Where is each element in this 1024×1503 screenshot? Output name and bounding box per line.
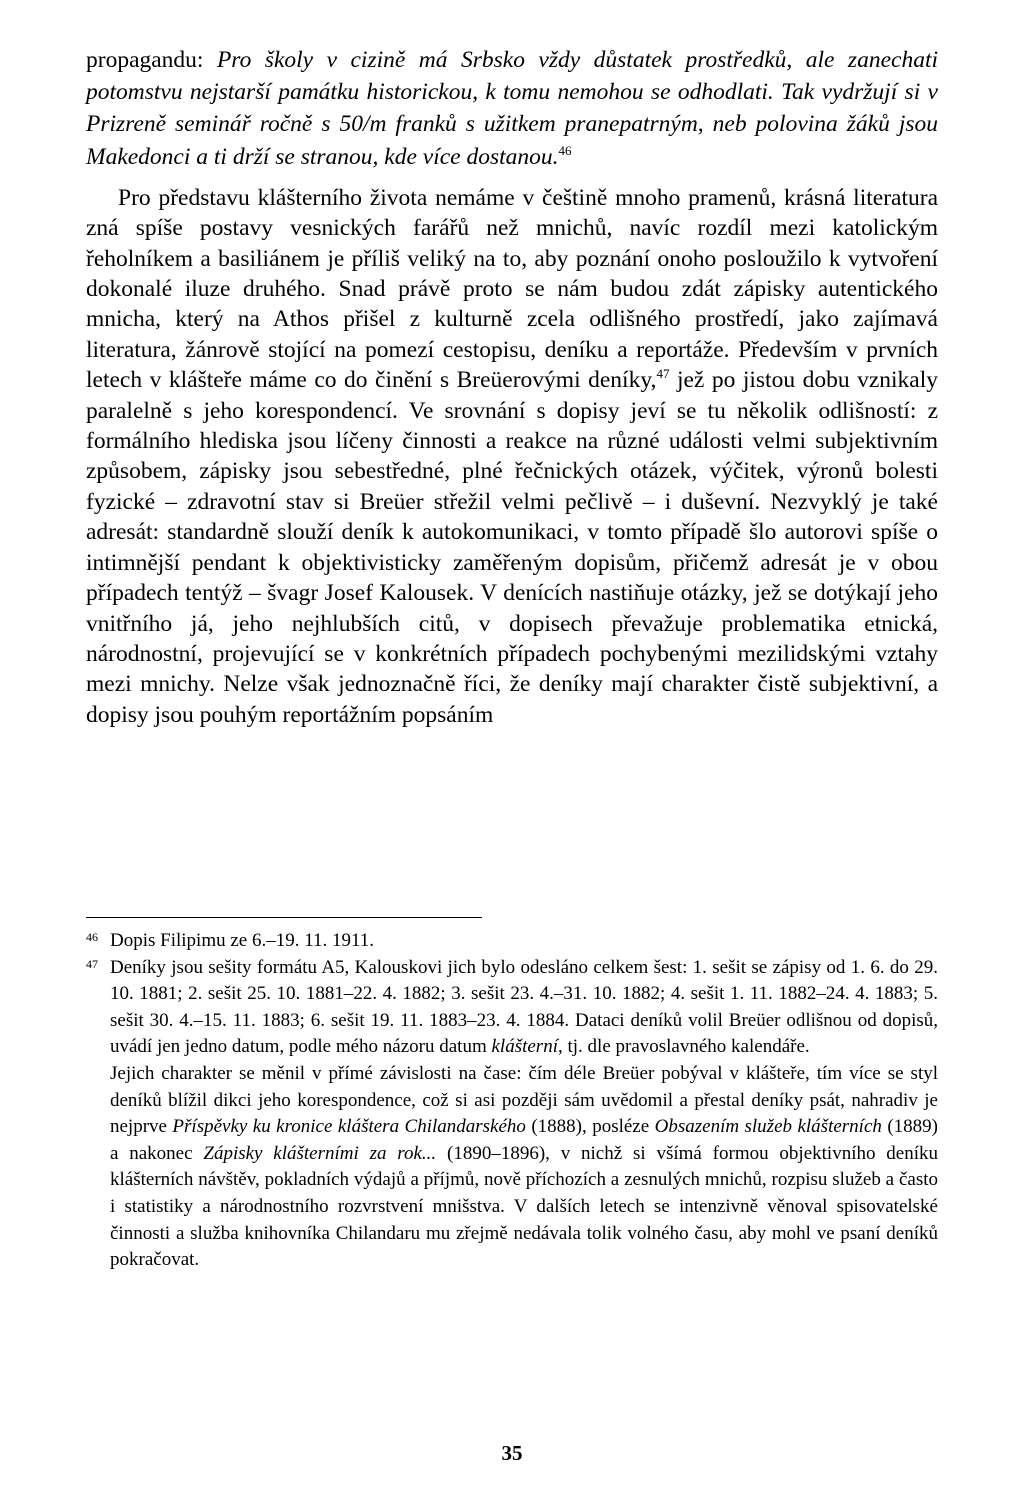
footnote-47-text-d: (1888), posléze: [525, 1116, 655, 1138]
footnote-47-text-e: (1889) a nakonec: [110, 1116, 938, 1164]
note-ref-47[interactable]: 47: [656, 366, 670, 382]
main-text: [86, 44, 938, 730]
footnote-47-italic-4: Zápisky klášterními za rok...: [203, 1142, 437, 1164]
quote-paragraph: [86, 44, 938, 173]
footnote-47-text-c: Jejich charakter se měnil v přímé závislosti na čase: čím déle Breüer pobýval v klášteře, tím více se styl deníků blížil dikci jeho korespondence, což si asi později sám uvědomil a přestal deníky psát, nahradiv je nejprve: [110, 1062, 938, 1138]
page-number: 35: [501, 1441, 523, 1465]
footnote-46-text: Dopis Filipimu ze 6.–19. 11. 1911.: [110, 930, 375, 951]
paragraph-part2: jež po jistou dobu vznikaly paralelně s jeho korespondencí. Ve srovnání s dopisy jeví se tu několik odlišností: z formálního hlediska jsou líčeny činnosti a reakce na různé události velmi subjektivním způsobem, zápisky jsou sebestředné, plné řečnických otázek, výčitek, výronů bolesti fyzické – zdravotní stav si Breüer střežil velmi pečlivě – i duševní. Nezvyklý je také adresát: standardně slouží deník k autokomunikaci, v tomto případě šlo autorovi spíše o intimnější pendant k objektivisticky zaměřeným dopisům, přičemž adresát je v obou případech tentýž – švagr Josef Kalousek. V denících nastiňuje otázky, jež se dotýkají jeho vnitřního já, jeho nejhlubších citů, v dopisech převažuje problematika etnická, národnostní, projevující se v konkrétních případech pochybenými mezilidskými vztahy mezi mnichy. Nelze však jednoznačně říci, že deníky mají charakter čistě subjektivní, a dopisy jsou pouhým reportážním popsáním: [86, 367, 939, 728]
footnotes: [86, 928, 938, 1274]
footnote-47-italic-2: Příspěvky ku kronice kláštera Chilandarského: [172, 1116, 526, 1138]
footnote-47-text-b: , tj. dle pravoslavného kalendáře.: [557, 1036, 810, 1058]
paragraph-part1: Pro představu klášterního života nemáme v češtině mnoho pramenů, krásná literatura zná spíše postavy vesnických farářů než mnichů, navíc rozdíl mezi katolickým řeholníkem a basiliánem je příliš veliký na to, aby poznání onoho posloužilo k vytvoření dokonalé iluze druhého. Snad právě proto se nám budou zdát zápisky autentického mnicha, který na Athos přišel z kulturně zcela odlišného prostředí, jako zajímavá literatura, žánrově stojící na pomezí cestopisu, deníku a reportáže. Především v prvních letech v klášteře máme co do činění s Breüerovými deníky,: [86, 184, 938, 394]
footnote-46: [86, 928, 938, 955]
footnote-46-mark: 46: [86, 930, 98, 944]
footnote-47-italic-1: klášterní: [491, 1036, 558, 1058]
quote-text: Pro školy v cizině má Srbsko vždy důstatek prostředků, ale zanechati potomstvu nejstarší památku historickou, k tomu nemohou se odhodlati. Tak vydržují si v Prizreně seminář ročně s 50/m franků s užitkem pranepatrným, neb polovina žáků jsou Makedonci a ti drží se stranou, kde více dostanou.: [86, 47, 938, 170]
footnote-47-continued: [86, 1061, 938, 1274]
footnote-divider: [86, 917, 482, 918]
body-paragraph: [86, 183, 938, 730]
footnote-47: [86, 955, 938, 1061]
footnote-47-text-f: (1890–1896), v nichž si všímá formou objektivního deníku klášterních návštěv, pokladních výdajů a příjmů, nově příchozích a zesnulých mnichů, rozpisu služeb a často i statistiky a národnostního rozvrstvení mnišstva. V dalších letech se intenzivně věnoval spisovatelské činnosti a služba knihovníka Chilandaru mu zřejmě nedávala tolik volného času, aby mohl ve psaní deníků pokračovat.: [110, 1142, 938, 1271]
footnote-47-mark: 47: [86, 956, 98, 971]
note-ref-46[interactable]: 46: [558, 142, 572, 158]
footnote-47-text-a: Deníky jsou sešity formátu A5, Kalouskovi jich bylo odesláno celkem šest: 1. sešit se zápisy od 1. 6. do 29. 10. 1881; 2. sešit 25. 10. 1881–22. 4. 1882; 3. sešit 23. 4.–31. 10. 1882; 4. sešit 1. 11. 1882–24. 4. 1883; 5. sešit 30. 4.–15. 11. 1883; 6. sešit 19. 11. 1883–23. 4. 1884. Dataci deníků volil Breüer odlišnou od dopisů, uvádí jen jedno datum, podle mého názoru datum: [110, 956, 938, 1058]
footnote-47-italic-3: Obsazením služeb klášterních: [654, 1116, 882, 1138]
quote-prefix: propagandu:: [86, 47, 217, 73]
